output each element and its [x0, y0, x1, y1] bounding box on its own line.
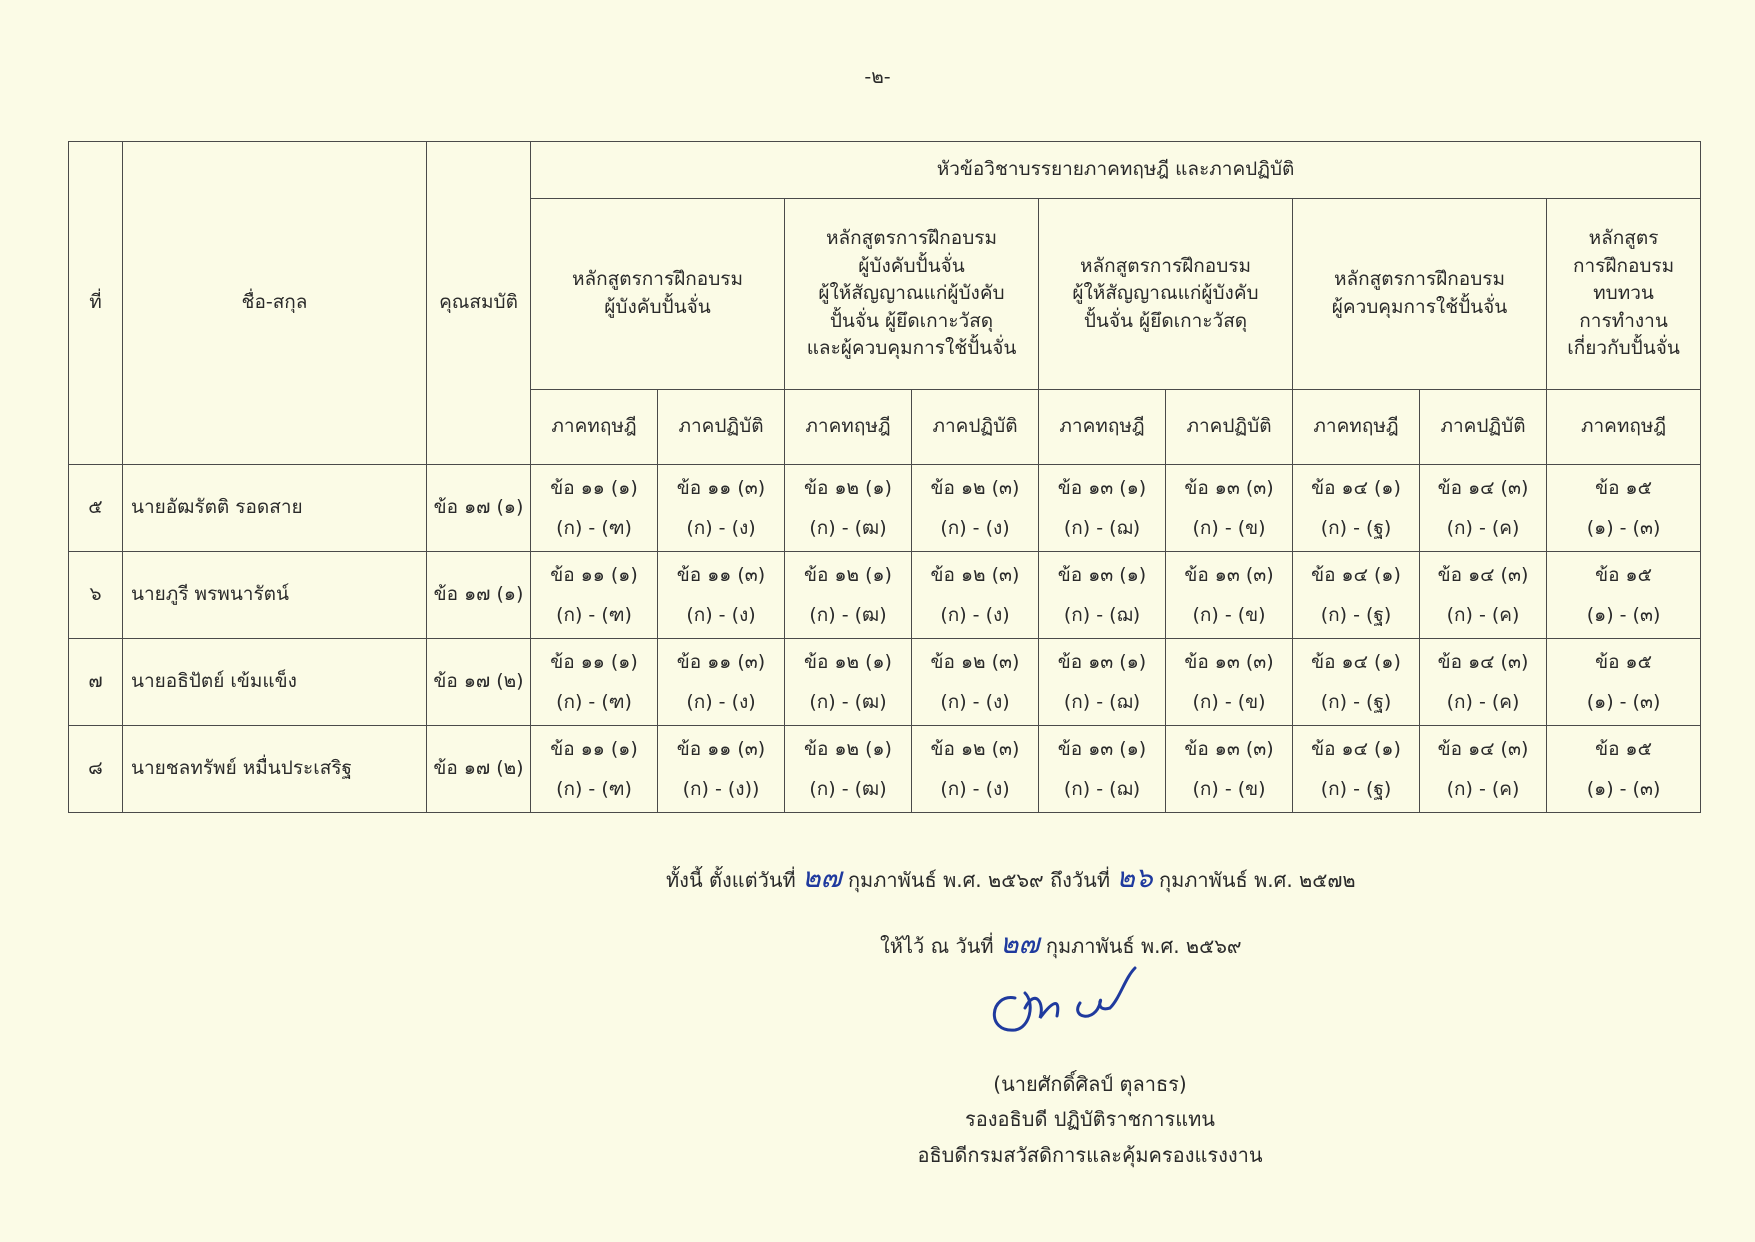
header-name: ชื่อ-สกุล [123, 142, 427, 465]
sub-header: ภาคทฤษฎี [1039, 390, 1166, 465]
table-row [69, 552, 1701, 639]
topic-cell [1293, 726, 1420, 813]
sub-header: ภาคปฏิบัติ [1166, 390, 1293, 465]
topic-cell-line: (ก) - (ฐ) [1320, 604, 1392, 626]
effective-start-day: ๒๗ [802, 861, 842, 894]
topic-cell [531, 465, 658, 552]
row-qualification: ข้อ ๑๗ (๑) [427, 465, 531, 552]
signature [985, 958, 1155, 1038]
topic-cell-line: (ก) - (ค) [1446, 691, 1520, 713]
given-prefix: ให้ไว้ ณ วันที่ [880, 934, 994, 958]
topic-cell-line: (ก) - (ฌ) [1063, 691, 1141, 713]
topic-cell-line: (๑) - (๓) [1586, 778, 1661, 800]
row-name: นายอธิปัตย์ เข้มแข็ง [123, 639, 427, 726]
topic-cell-line: (ก) - (ข) [1192, 517, 1266, 539]
topic-cell-line: (ก) - (ง)) [682, 778, 760, 800]
topic-cell-line: (ก) - (ฒ) [809, 691, 887, 713]
topic-cell [1166, 726, 1293, 813]
topic-cell-line: (ก) - (ฌ) [1063, 604, 1141, 626]
topic-cell [912, 726, 1039, 813]
header-qualification: คุณสมบัติ [427, 142, 531, 465]
topic-cell-line: (ก) - (ง) [940, 691, 1010, 713]
course-header-line: ผู้บังคับปั้นจั่น [858, 254, 965, 277]
topic-cell [658, 726, 785, 813]
topic-cell-line: ข้อ ๑๔ (๑) [1311, 564, 1401, 586]
course-header-line: การทำงาน [1579, 309, 1668, 332]
row-name: นายชลทรัพย์ หมื่นประเสริฐ [123, 726, 427, 813]
row-name: นายอัฒรัตติ รอดสาย [123, 465, 427, 552]
topic-cell [1293, 552, 1420, 639]
topic-cell-line: (ก) - (ง) [940, 604, 1010, 626]
given-day: ๒๗ [999, 927, 1040, 960]
topic-cell-line: (ก) - (ฑ) [556, 778, 632, 800]
topic-cell-line: ข้อ ๑๒ (๑) [804, 651, 892, 673]
topic-cell-line: ข้อ ๑๒ (๑) [804, 477, 892, 499]
course-header [1039, 199, 1293, 390]
header-no: ที่ [69, 142, 123, 465]
topic-cell-line: (ก) - (ฐ) [1320, 691, 1392, 713]
row-number: ๗ [69, 639, 123, 726]
course-header-line: ผู้ให้สัญญาณแก่ผู้บังคับ [1072, 282, 1259, 305]
topic-cell-line: (ก) - (ง) [686, 604, 756, 626]
topic-cell-line: ข้อ ๑๒ (๓) [930, 477, 1020, 499]
table-row [69, 726, 1701, 813]
topic-cell [912, 639, 1039, 726]
topic-cell-line: (ก) - (ง) [940, 778, 1010, 800]
topic-cell [1166, 465, 1293, 552]
course-header-line: ปั้นจั่น ผู้ยึดเกาะวัสดุ [1083, 309, 1248, 332]
topic-cell-line: ข้อ ๑๔ (๓) [1437, 738, 1529, 760]
course-header-line: เกี่ยวกับปั้นจั่น [1567, 337, 1680, 360]
topic-cell-line: ข้อ ๑๑ (๑) [550, 564, 638, 586]
topic-cell [658, 465, 785, 552]
topic-cell-line: ข้อ ๑๑ (๓) [676, 477, 766, 499]
topic-cell-line: (ก) - (ง) [940, 517, 1010, 539]
topic-cell-line: ข้อ ๑๓ (๑) [1057, 738, 1147, 760]
topic-cell-line: ข้อ ๑๑ (๑) [550, 477, 638, 499]
course-header-line: และผู้ควบคุมการใช้ปั้นจั่น [806, 337, 1017, 360]
table-row [69, 639, 1701, 726]
topic-cell-line: ข้อ ๑๔ (๑) [1311, 651, 1401, 673]
course-header-line: หลักสูตร [1588, 227, 1659, 250]
given-rest: กุมภาพันธ์ พ.ศ. ๒๕๖๙ [1045, 934, 1242, 958]
course-header-line: หลักสูตรการฝึกอบรม [825, 227, 998, 250]
signatory-position-1: รองอธิบดี ปฏิบัติราชการแทน [965, 1107, 1215, 1131]
row-qualification: ข้อ ๑๗ (๒) [427, 639, 531, 726]
topic-cell-line: (ก) - (ค) [1446, 778, 1520, 800]
sub-header: ภาคปฏิบัติ [1420, 390, 1547, 465]
topic-cell-line: ข้อ ๑๓ (๓) [1184, 477, 1274, 499]
topic-cell-line: ข้อ ๑๓ (๓) [1184, 738, 1274, 760]
topic-cell [1420, 726, 1547, 813]
sub-header: ภาคทฤษฎี [1293, 390, 1420, 465]
topic-cell-line: (ก) - (ฌ) [1063, 517, 1141, 539]
effective-end-rest: กุมภาพันธ์ พ.ศ. ๒๕๗๒ [1158, 868, 1356, 892]
topic-cell-line: (ก) - (ข) [1192, 778, 1266, 800]
page-number: -๒- [864, 66, 891, 88]
topic-cell-line: ข้อ ๑๓ (๑) [1057, 564, 1147, 586]
topic-cell-line: ข้อ ๑๓ (๓) [1184, 564, 1274, 586]
topic-cell-line: ข้อ ๑๑ (๓) [676, 651, 766, 673]
topic-cell [1547, 639, 1701, 726]
effective-period [666, 856, 1356, 900]
effective-end-day: ๒๖ [1116, 861, 1153, 894]
topic-cell-line: ข้อ ๑๒ (๓) [930, 651, 1020, 673]
topic-cell-line: (ก) - (ฌ) [1063, 778, 1141, 800]
course-header [785, 199, 1039, 390]
sub-header: ภาคปฏิบัติ [912, 390, 1039, 465]
topic-cell-line: (ก) - (ง) [686, 517, 756, 539]
topic-cell [1293, 639, 1420, 726]
topic-cell [1420, 552, 1547, 639]
row-name: นายภูรี พรพนารัตน์ [123, 552, 427, 639]
topic-cell-line: ข้อ ๑๒ (๑) [804, 738, 892, 760]
topic-cell-line: ข้อ ๑๔ (๑) [1311, 738, 1401, 760]
topic-cell-line: (ก) - (ข) [1192, 691, 1266, 713]
topic-cell-line: ข้อ ๑๓ (๑) [1057, 651, 1147, 673]
topic-cell [531, 726, 658, 813]
topic-cell-line: ข้อ ๑๔ (๑) [1311, 477, 1401, 499]
signatory-name: (นายศักดิ์ศิลป์ ตุลาธร) [993, 1072, 1187, 1096]
topic-cell [785, 726, 912, 813]
topic-cell-line: (ก) - (ข) [1192, 604, 1266, 626]
training-table [68, 141, 1701, 813]
topic-cell-line: (๑) - (๓) [1586, 691, 1661, 713]
topic-cell [912, 465, 1039, 552]
topic-cell [1547, 726, 1701, 813]
topic-cell-line: (ก) - (ค) [1446, 517, 1520, 539]
topic-cell [658, 552, 785, 639]
topic-cell [531, 552, 658, 639]
topic-cell-line: ข้อ ๑๔ (๓) [1437, 651, 1529, 673]
topic-cell [1293, 465, 1420, 552]
topic-cell [1547, 465, 1701, 552]
course-header-line: ผู้ควบคุมการใช้ปั้นจั่น [1331, 296, 1508, 318]
topic-cell-line: ข้อ ๑๒ (๑) [804, 564, 892, 586]
topic-cell [785, 552, 912, 639]
row-number: ๘ [69, 726, 123, 813]
topic-cell-line: (ก) - (ฒ) [809, 517, 887, 539]
topic-cell-line: ข้อ ๑๔ (๓) [1437, 477, 1529, 499]
table-row [69, 465, 1701, 552]
course-header-line: หลักสูตรการฝึกอบรม [1333, 268, 1506, 291]
topic-cell-line: (ก) - (ฒ) [809, 604, 887, 626]
topic-cell [1166, 552, 1293, 639]
topic-cell-line: (ก) - (ฒ) [809, 778, 887, 800]
course-header-line: ผู้ให้สัญญาณแก่ผู้บังคับ [818, 282, 1005, 305]
topic-cell [1039, 639, 1166, 726]
topic-cell [1039, 726, 1166, 813]
topic-cell-line: (๑) - (๓) [1586, 604, 1661, 626]
row-qualification: ข้อ ๑๗ (๒) [427, 726, 531, 813]
course-header-line: ปั้นจั่น ผู้ยึดเกาะวัสดุ [829, 309, 994, 332]
topic-cell [658, 639, 785, 726]
course-header [1293, 199, 1547, 390]
topic-cell [785, 465, 912, 552]
sub-header: ภาคทฤษฎี [531, 390, 658, 465]
row-number: ๕ [69, 465, 123, 552]
topic-cell-line: ข้อ ๑๑ (๓) [676, 564, 766, 586]
sub-header: ภาคปฏิบัติ [658, 390, 785, 465]
topic-cell [1547, 552, 1701, 639]
course-header-line: หลักสูตรการฝึกอบรม [571, 268, 744, 291]
signatory-position-2: อธิบดีกรมสวัสดิการและคุ้มครองแรงงาน [917, 1143, 1263, 1167]
topic-cell-line: (ก) - (ฑ) [556, 604, 632, 626]
topic-cell-line: ข้อ ๑๓ (๓) [1184, 651, 1274, 673]
header-topics: หัวข้อวิชาบรรยายภาคทฤษฎี และภาคปฏิบัติ [531, 142, 1701, 199]
topic-cell [1166, 639, 1293, 726]
sub-header: ภาคทฤษฎี [785, 390, 912, 465]
topic-cell-line: ข้อ ๑๑ (๑) [550, 651, 638, 673]
topic-cell-line: ข้อ ๑๒ (๓) [930, 564, 1020, 586]
topic-cell [531, 639, 658, 726]
topic-cell-line: (ก) - (ฑ) [556, 691, 632, 713]
topic-cell-line: (ก) - (ฐ) [1320, 517, 1392, 539]
course-header-line: หลักสูตรการฝึกอบรม [1079, 254, 1252, 277]
topic-cell-line: ข้อ ๑๕ [1595, 651, 1652, 673]
topic-cell-line: ข้อ ๑๔ (๓) [1437, 564, 1529, 586]
topic-cell [1420, 465, 1547, 552]
topic-cell-line: (๑) - (๓) [1586, 517, 1661, 539]
course-header [1547, 199, 1701, 390]
course-header-line: ทบทวน [1593, 282, 1654, 305]
topic-cell-line: (ก) - (ง) [686, 691, 756, 713]
topic-cell-line: ข้อ ๑๑ (๑) [550, 738, 638, 760]
row-number: ๖ [69, 552, 123, 639]
course-header-line: ผู้บังคับปั้นจั่น [604, 296, 711, 318]
topic-cell-line: ข้อ ๑๑ (๓) [676, 738, 766, 760]
sub-header: ภาคทฤษฎี [1547, 390, 1701, 465]
course-header [531, 199, 785, 390]
topic-cell [912, 552, 1039, 639]
course-header-line: การฝึกอบรม [1572, 254, 1675, 277]
topic-cell [1039, 465, 1166, 552]
topic-cell [785, 639, 912, 726]
topic-cell-line: (ก) - (ฐ) [1320, 778, 1392, 800]
topic-cell-line: ข้อ ๑๕ [1595, 564, 1652, 586]
topic-cell-line: (ก) - (ค) [1446, 604, 1520, 626]
topic-cell-line: ข้อ ๑๒ (๓) [930, 738, 1020, 760]
row-qualification: ข้อ ๑๗ (๑) [427, 552, 531, 639]
topic-cell [1039, 552, 1166, 639]
effective-prefix: ทั้งนี้ ตั้งแต่วันที่ [666, 868, 796, 892]
topic-cell-line: ข้อ ๑๕ [1595, 738, 1652, 760]
topic-cell-line: ข้อ ๑๓ (๑) [1057, 477, 1147, 499]
topic-cell-line: (ก) - (ฑ) [556, 517, 632, 539]
topic-cell-line: ข้อ ๑๕ [1595, 477, 1652, 499]
effective-start-rest: กุมภาพันธ์ พ.ศ. ๒๕๖๙ ถึงวันที่ [847, 868, 1110, 892]
topic-cell [1420, 639, 1547, 726]
